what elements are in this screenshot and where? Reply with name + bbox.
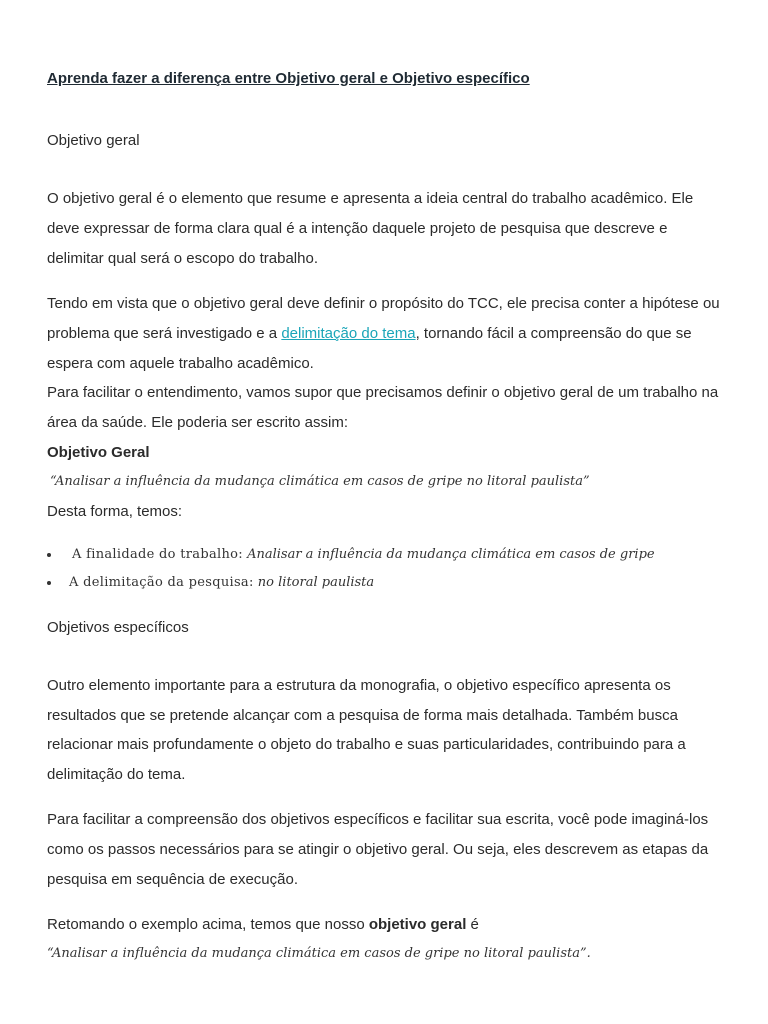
paragraph-example-intro: Para facilitar o entendimento, vamos supor que precisamos definir o objetivo geral de um trabalho na área da saúde. Ele poderia ser escrito assim: <box>47 384 719 431</box>
paragraph-text: , tornando fácil a compreensão do que se espera com aquele trabalho acadêmico. <box>47 325 692 372</box>
paragraph-objetivo-geral-purpose <box>47 289 727 379</box>
list-item-label: A finalidade do trabalho: <box>72 547 243 562</box>
bullet-icon <box>47 553 51 557</box>
list-item-content <box>69 573 374 593</box>
section-heading-objetivo-geral: Objetivo geral <box>47 132 140 149</box>
example-label: Objetivo Geral <box>47 444 150 461</box>
paragraph-objetivo-geral-definition: O objetivo geral é o elemento que resume e apresenta a ideia central do trabalho acadêmico. Ele deve expressar de forma clara qual é a intenção daquele projeto de pesquisa que descreve e delimitar qual será o escopo do trabalho. <box>47 190 694 267</box>
paragraph-text: Retomando o exemplo acima, temos que nosso <box>47 916 369 933</box>
bullet-icon <box>47 581 51 585</box>
example-quote: “Analisar a influência da mudança climática em casos de gripe no litoral paulista” <box>50 474 590 489</box>
final-quote: “Analisar a influência da mudança climática em casos de gripe no litoral paulista”. <box>47 946 591 961</box>
paragraph-text: é <box>466 916 479 933</box>
section-heading-objetivos-especificos: Objetivos específicos <box>47 619 189 636</box>
list-item-label: A delimitação da pesquisa: <box>69 575 254 590</box>
paragraph-objetivo-especifico-definition: Outro elemento importante para a estrutura da monografia, o objetivo específico apresenta os resultados que se pretende alcançar com a pesquisa de forma mais detalhada. Também busca relacionar mais profundamente o objeto do trabalho e suas particularidades, contribuindo para a delimitação do tema. <box>47 677 686 783</box>
list-item-content <box>72 545 655 565</box>
list-intro: Desta forma, temos: <box>47 503 183 520</box>
paragraph-text: Tendo em vista que o objetivo geral deve definir o propósito do TCC, ele precisa conter a hipótese ou problema que será investigado e a <box>47 295 720 342</box>
list-item-value: Analisar a influência da mudança climática em casos de gripe <box>247 547 655 562</box>
page-title: Aprenda fazer a diferença entre Objetivo geral e Objetivo específico <box>47 70 530 87</box>
bold-text: objetivo geral <box>368 916 467 933</box>
delimitacao-do-tema-link[interactable]: delimitação do tema <box>281 325 416 342</box>
paragraph-retomando-exemplo <box>47 910 727 940</box>
list-item-value: no litoral paulista <box>257 575 375 590</box>
paragraph-objetivo-especifico-steps: Para facilitar a compreensão dos objetivos específicos e facilitar sua escrita, você pode imaginá-los como os passos necessários para se atingir o objetivo geral. Ou seja, eles descrevem as etapas da pesquisa em sequência de execução. <box>47 811 709 888</box>
